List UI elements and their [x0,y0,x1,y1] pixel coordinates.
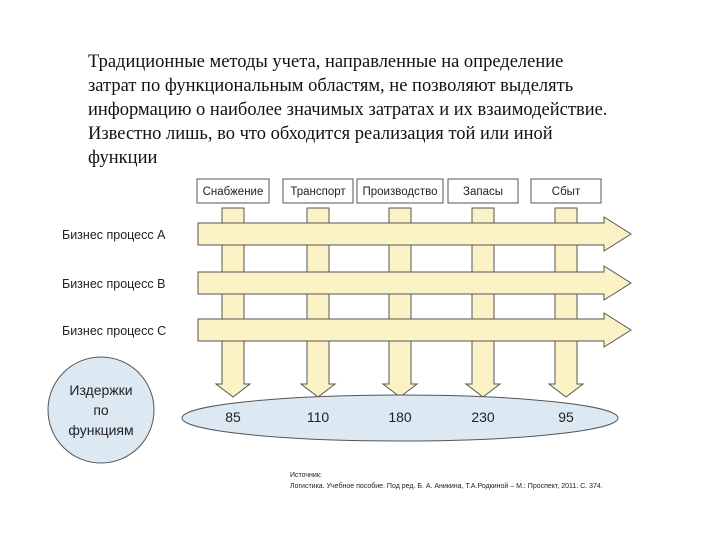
function-header-label: Сбыт [551,186,581,198]
intro-line: функции [88,148,158,168]
cost-value: 230 [471,409,495,425]
source-citation: Логистика. Учебное пособие. Под ред. Б. А. Аникина, Т.А.Родкиной – М.: Проспект, 2011. С. 374. [290,483,603,490]
cost-value: 110 [306,409,330,425]
function-headers [197,179,601,203]
intro-line: затрат по функциональным областям, не позволяют выделять [88,76,574,96]
function-header-label: Снабжение [202,186,264,198]
source-label: Источник: [290,472,322,479]
cost-value: 85 [225,409,241,425]
costs-label-line: Издержки [69,382,133,398]
cost-area [48,357,618,463]
intro-line: информацию о наиболее значимых затратах и их взаимодействие. [88,100,608,120]
process-label: Бизнес процесс С [62,324,167,338]
process-bands [62,217,631,347]
process-label: Бизнес процесс В [62,277,166,291]
function-header-label: Транспорт [290,186,346,198]
cost-value: 95 [558,409,574,425]
intro-line: Известно лишь, во что обходится реализация той или иной [88,124,553,144]
process-label: Бизнес процесс А [62,228,166,242]
intro-line: Традиционные методы учета, направленные на определение [88,52,564,72]
function-header-label: Производство [362,186,438,198]
function-header-label: Запасы [463,186,503,198]
source-note [290,470,603,492]
costs-label-line: функциям [68,422,134,438]
costs-label-line: по [93,402,109,418]
cost-value: 180 [388,409,412,425]
